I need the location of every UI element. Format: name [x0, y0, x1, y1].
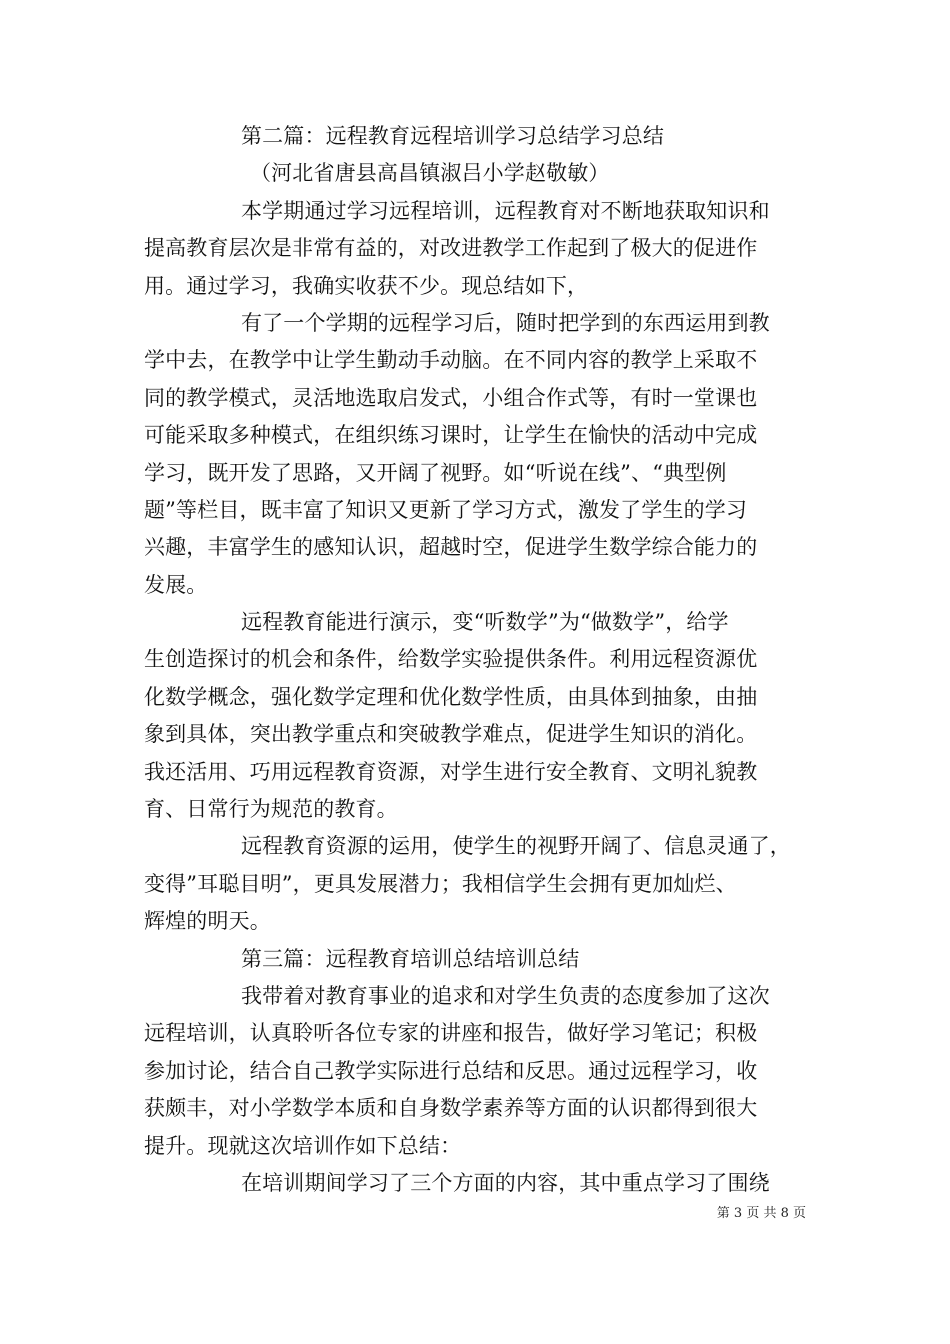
section-title: 第二篇：远程教育远程培训学习总结学习总结 [241, 124, 664, 148]
text-line: 获颇丰，对小学数学本质和自身数学素养等方面的认识都得到很大 [144, 1096, 758, 1121]
text-line: 在培训期间学习了三个方面的内容，其中重点学习了围绕 [241, 1170, 770, 1195]
text-line: 提高教育层次是非常有益的，对改进教学工作起到了极大的促进作 [144, 236, 758, 261]
text-line: 辉煌的明天。 [144, 909, 271, 934]
text-line: 变得”耳聪目明”，更具发展潜力；我相信学生会拥有更加灿烂、 [144, 871, 737, 896]
paragraph [144, 604, 820, 828]
page-number: 第 3 页 共 8 页 [716, 1206, 806, 1221]
text-line: 育、日常行为规范的教育。 [144, 797, 398, 822]
text-line: 化数学概念，强化数学定理和优化数学性质，由具体到抽象，由抽 [144, 684, 758, 709]
text-line: 远程教育资源的运用，使学生的视野开阔了、信息灵通了， [241, 834, 791, 859]
paragraph [144, 1165, 820, 1202]
text-line: 有了一个学期的远程学习后，随时把学到的东西运用到教 [241, 310, 770, 335]
document-body [144, 118, 820, 1202]
text-line: 象到具体，突出教学重点和突破教学难点，促进学生知识的消化。 [144, 722, 758, 747]
text-line: 提升。现就这次培训作如下总结： [144, 1133, 462, 1158]
paragraph [144, 828, 820, 940]
text-line: 题”等栏目，既丰富了知识又更新了学习方式，激发了学生的学习 [144, 497, 748, 522]
text-line: 用。通过学习，我确实收获不少。现总结如下， [144, 273, 589, 298]
text-line: 我带着对教育事业的追求和对学生负责的态度参加了这次 [241, 983, 770, 1008]
paragraph [144, 305, 820, 604]
paragraph [144, 978, 820, 1165]
text-line: 本学期通过学习远程培训，远程教育对不断地获取知识和 [241, 198, 770, 223]
author-line: （河北省唐县高昌镇淑吕小学赵敬敏） [250, 161, 610, 186]
text-line: 兴趣，丰富学生的感知认识，超越时空，促进学生数学综合能力的 [144, 535, 758, 560]
text-line: 学习，既开发了思路，又开阔了视野。如“听说在线”、“典型例 [144, 460, 727, 485]
text-line: 远程培训，认真聆听各位专家的讲座和报告，做好学习笔记；积极 [144, 1021, 758, 1046]
section-title: 第三篇：远程教育培训总结培训总结 [241, 946, 580, 971]
text-line: 我还活用、巧用远程教育资源，对学生进行安全教育、文明礼貌教 [144, 759, 758, 784]
text-line: 可能采取多种模式，在组织练习课时，让学生在愉快的活动中完成 [144, 423, 758, 448]
text-line: 远程教育能进行演示，变“听数学”为“做数学”，给学 [241, 610, 729, 635]
text-line: 发展。 [144, 572, 208, 597]
text-line: 参加讨论，结合自己教学实际进行总结和反思。通过远程学习，收 [144, 1058, 758, 1083]
text-line: 生创造探讨的机会和条件，给数学实验提供条件。利用远程资源优 [144, 647, 758, 672]
paragraph [144, 193, 820, 305]
text-line: 同的教学模式，灵活地选取启发式，小组合作式等，有时一堂课也 [144, 385, 758, 410]
text-line: 学中去，在教学中让学生勤动手动脑。在不同内容的教学上采取不 [144, 348, 758, 373]
